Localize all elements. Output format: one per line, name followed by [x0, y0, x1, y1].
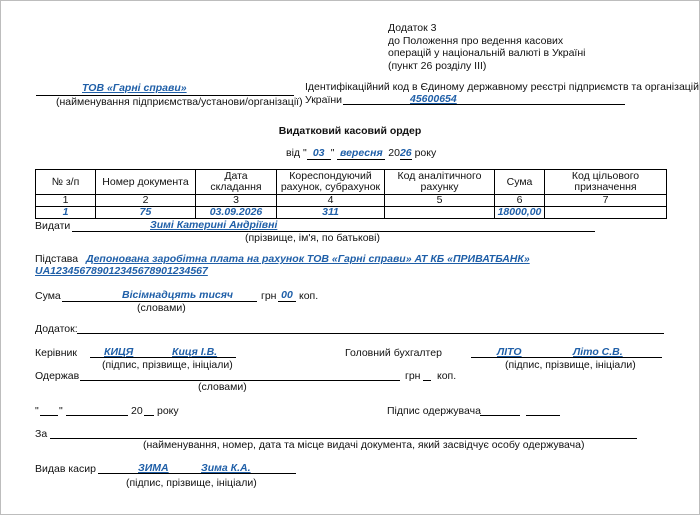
table-cell-row-number: 1	[36, 207, 96, 219]
date-day: 03	[307, 147, 331, 160]
cashier-caption: (підпис, прізвище, ініціали)	[126, 477, 257, 489]
basis-text: Депонована заробітна плата на рахунок ТОВ «Гарні справи» АТ КБ «ПРИВАТБАНК»	[86, 253, 530, 265]
document-title: Видатковий касовий ордер	[278, 125, 422, 137]
basis-label: Підстава	[35, 253, 79, 265]
head-label: Керівник	[35, 347, 77, 359]
date-mid: "	[330, 147, 335, 159]
table-cell: 6	[495, 195, 545, 207]
recipient-name: Зимі Катерині Андріївні	[150, 219, 278, 231]
receipt-year-line	[144, 415, 154, 416]
table-cell: 2	[96, 195, 196, 207]
sum-kop-value: 00	[278, 289, 296, 302]
issue-caption: (прізвище, ім'я, по батькові)	[245, 232, 380, 244]
received-caption: (словами)	[198, 381, 247, 393]
date-year-word: року	[414, 147, 437, 159]
table-cell-document-number: 75	[96, 207, 196, 219]
table-cell: 1	[36, 195, 96, 207]
id-code-label: Ідентифікаційний код в Єдиному державному реєстрі підприємств та організацій	[305, 81, 699, 93]
head-name: Киця І.В.	[172, 346, 218, 358]
appendix-line-1: Додаток 3	[388, 22, 437, 34]
accountant-signature: ЛІТО	[497, 346, 522, 358]
received-hrn: грн	[405, 370, 421, 382]
sum-label: Сума	[35, 290, 61, 302]
table-cell-purpose-code	[545, 207, 667, 219]
receipt-day-line	[40, 415, 58, 416]
cashier-name: Зима К.А.	[201, 462, 251, 474]
accountant-caption: (підпис, прізвище, ініціали)	[505, 359, 636, 371]
receipt-quote-close: "	[59, 405, 63, 417]
table-cell-amount: 18000,00	[495, 207, 545, 219]
table-cell-date: 03.09.2026	[196, 207, 277, 219]
attachment-label: Додаток:	[35, 323, 78, 335]
received-kop: коп.	[437, 370, 457, 382]
table-cell: 5	[385, 195, 495, 207]
table-row	[36, 207, 667, 219]
accountant-label: Головний бухгалтер	[345, 347, 442, 359]
sum-caption: (словами)	[137, 302, 186, 314]
date-year-suffix: 26	[399, 147, 412, 159]
table-header: № з/п	[36, 170, 96, 195]
cashier-signature: ЗИМА	[138, 462, 169, 474]
receipt-quote-open: "	[35, 405, 39, 417]
org-caption: (найменування підприємства/установи/організації)	[56, 96, 303, 108]
receipt-year-word: року	[157, 405, 179, 417]
table-cell: 3	[196, 195, 277, 207]
recipient-signature-line-2	[526, 415, 560, 416]
doc-label: За	[35, 428, 48, 440]
table-header: Код цільового призначення	[545, 170, 667, 195]
id-code-line	[343, 104, 625, 105]
receipt-year-prefix: 20	[131, 405, 143, 417]
recipient-signature-line-1	[480, 415, 520, 416]
accountant-name: Літо С.В.	[573, 346, 623, 358]
sum-hrn: грн	[261, 290, 277, 302]
sum-kop: коп.	[299, 290, 319, 302]
cash-order-table	[35, 169, 667, 219]
table-header: Кореспондуючий рахунок, субрахунок	[277, 170, 385, 195]
id-code-label-2: України	[305, 94, 343, 106]
table-header-row	[36, 170, 667, 195]
cashier-line	[98, 473, 296, 474]
appendix-line-3: операцій у національній валюті в Україні	[388, 47, 586, 59]
head-caption: (підпис, прізвище, ініціали)	[102, 359, 233, 371]
table-header: Сума	[495, 170, 545, 195]
table-header: Дата складання	[196, 170, 277, 195]
sum-words: Вісімнадцять тисяч	[122, 289, 234, 301]
date-prefix: від "	[286, 147, 307, 159]
table-cell: 4	[277, 195, 385, 207]
recipient-signature-label: Підпис одержувача	[387, 405, 481, 417]
table-header: Номер документа	[96, 170, 196, 195]
basis-account: UA123456789012345678901234567	[35, 265, 208, 277]
head-signature: КИЦЯ	[104, 346, 134, 358]
table-cell: 7	[545, 195, 667, 207]
received-kop-line	[423, 380, 431, 381]
issue-label: Видати	[35, 220, 71, 232]
attachment-line	[77, 333, 664, 334]
org-name: ТОВ «Гарні справи»	[82, 82, 187, 94]
received-label: Одержав	[35, 370, 80, 382]
order-date	[286, 147, 436, 160]
date-month: вересня	[337, 147, 385, 160]
id-code-value: 45600654	[410, 93, 457, 105]
cashier-label: Видав касир	[35, 463, 96, 475]
appendix-line-4: (пункт 26 розділу ІІІ)	[388, 59, 487, 72]
appendix-header	[388, 22, 585, 72]
date-year-prefix: 20	[388, 147, 400, 159]
table-cell-analytic-code	[385, 207, 495, 219]
receipt-month-line	[66, 415, 128, 416]
table-number-row	[36, 195, 667, 207]
table-cell-account: 311	[277, 207, 385, 219]
appendix-line-2: до Положення про ведення касових	[388, 34, 564, 47]
table-header: Код аналітичного рахунку	[385, 170, 495, 195]
doc-caption: (найменування, номер, дата та місце видачі документа, який засвідчує особу одержувача)	[143, 439, 585, 451]
